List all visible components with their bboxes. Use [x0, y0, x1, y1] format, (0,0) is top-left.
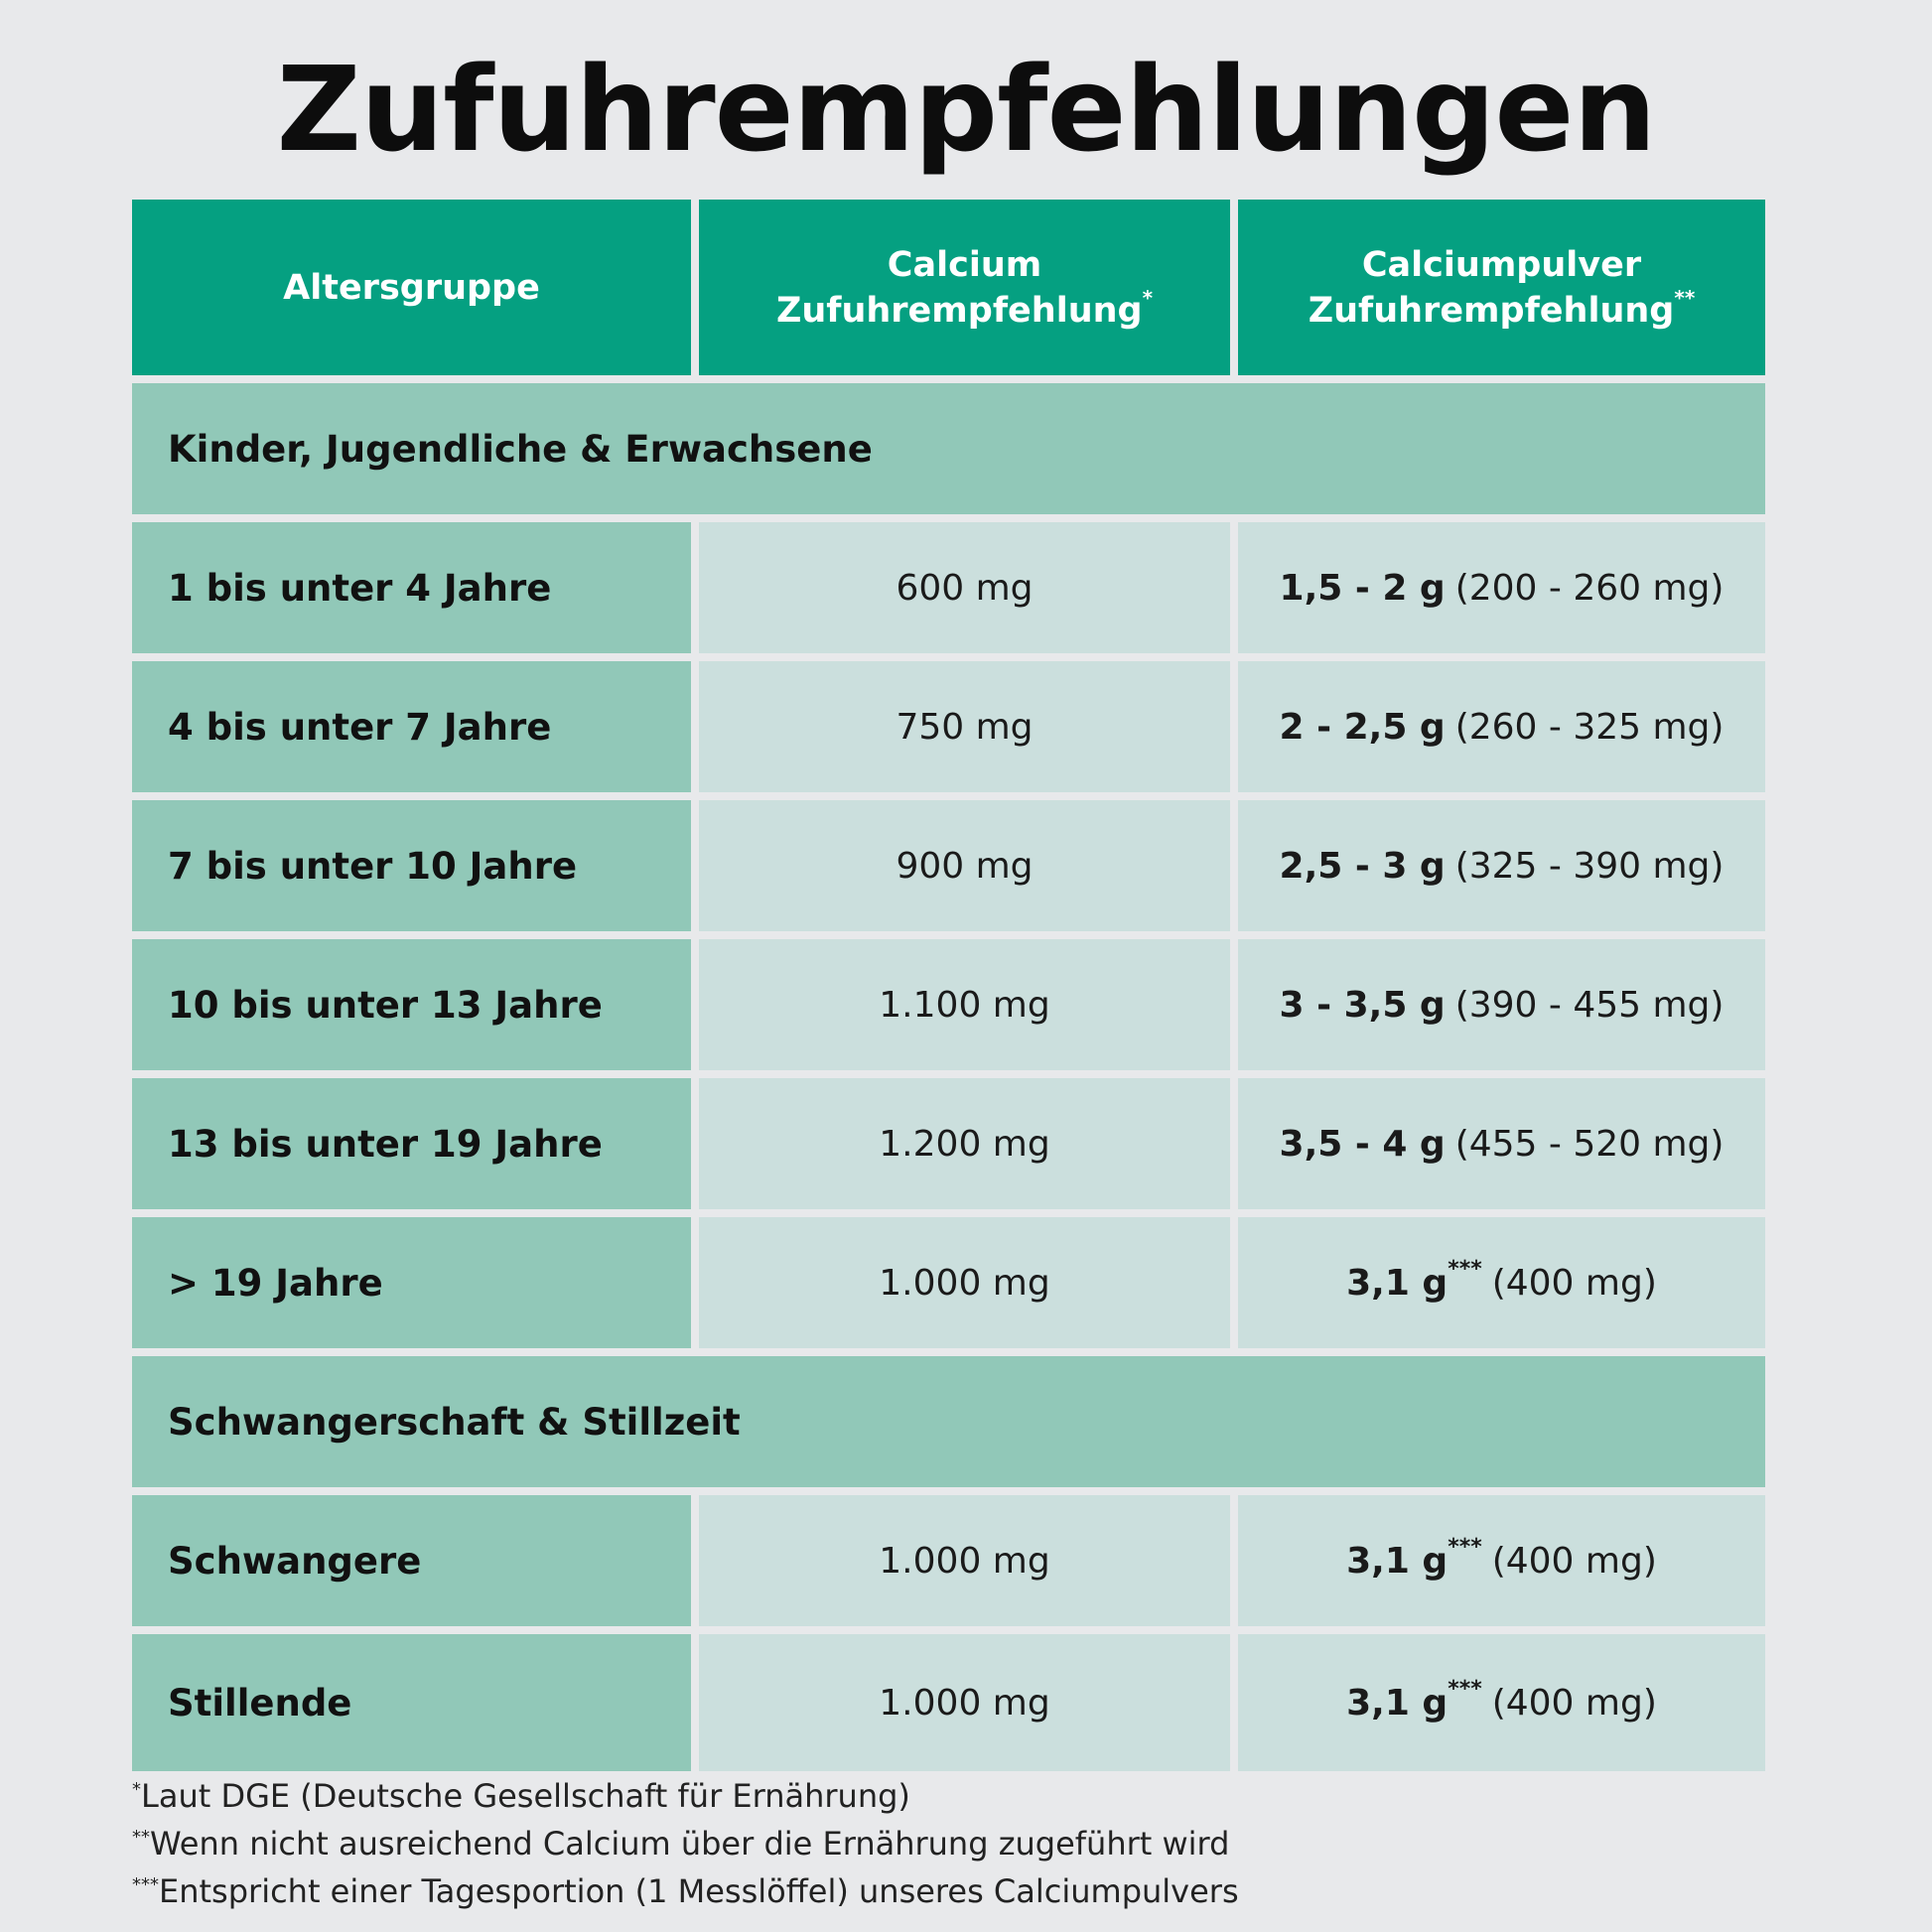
- powder-amount: 2,5 - 3 g: [1279, 845, 1446, 887]
- powder-amount: 1,5 - 2 g: [1279, 567, 1446, 609]
- header-calcium-line2: Zufuhrempfehlung: [775, 290, 1143, 331]
- footnote-mark: **: [132, 1827, 150, 1848]
- table-row: [132, 800, 1765, 931]
- calcium-cell: 1.000 mg: [699, 1217, 1230, 1348]
- table-row: [132, 1217, 1765, 1348]
- footnote-text: Entspricht einer Tagesportion (1 Messlöffel) unseres Calciumpulvers: [159, 1872, 1239, 1910]
- footnotes: [132, 1775, 1239, 1918]
- powder-amount: 3,1 g: [1346, 1682, 1449, 1724]
- powder-footnote-mark: ***: [1448, 1256, 1482, 1282]
- powder-cell: [1238, 661, 1765, 792]
- table-row: [132, 661, 1765, 792]
- age-group-cell: > 19 Jahre: [132, 1217, 691, 1348]
- age-group-cell: 10 bis unter 13 Jahre: [132, 939, 691, 1070]
- age-group-cell: Schwangere: [132, 1495, 691, 1626]
- footnote-text: Wenn nicht ausreichend Calcium über die Ernährung zugeführt wird: [150, 1825, 1230, 1863]
- calcium-cell: 600 mg: [699, 522, 1230, 653]
- age-group-cell: 1 bis unter 4 Jahre: [132, 522, 691, 653]
- calcium-cell: 1.000 mg: [699, 1495, 1230, 1626]
- powder-calcium-equivalent: (400 mg): [1491, 1262, 1657, 1304]
- footnote-mark: ***: [132, 1874, 159, 1895]
- table-row: [132, 522, 1765, 653]
- powder-cell: [1238, 1495, 1765, 1626]
- footnote-line: [132, 1775, 1239, 1823]
- header-calcium-powder: [1238, 200, 1765, 375]
- powder-cell: [1238, 1078, 1765, 1209]
- powder-calcium-equivalent: (325 - 390 mg): [1454, 845, 1725, 887]
- age-group-cell: 7 bis unter 10 Jahre: [132, 800, 691, 931]
- powder-amount: 3,1 g: [1346, 1540, 1449, 1582]
- header-powder-line2: Zufuhrempfehlung: [1308, 290, 1675, 331]
- footnote-line: [132, 1823, 1239, 1870]
- calcium-cell: 1.000 mg: [699, 1634, 1230, 1771]
- powder-footnote-mark: ***: [1448, 1676, 1482, 1702]
- calcium-cell: 900 mg: [699, 800, 1230, 931]
- section-label: Schwangerschaft & Stillzeit: [132, 1356, 1765, 1487]
- powder-amount: 3,5 - 4 g: [1279, 1123, 1446, 1165]
- section-label: Kinder, Jugendliche & Erwachsene: [132, 383, 1765, 514]
- header-powder-line1: Calciumpulver: [1361, 244, 1642, 285]
- powder-amount: 3,1 g: [1346, 1262, 1449, 1304]
- age-group-cell: Stillende: [132, 1634, 691, 1771]
- powder-amount: 3 - 3,5 g: [1279, 984, 1446, 1026]
- powder-calcium-equivalent: (390 - 455 mg): [1454, 984, 1725, 1026]
- calcium-cell: 1.200 mg: [699, 1078, 1230, 1209]
- powder-cell: [1238, 1217, 1765, 1348]
- header-calcium-footnote-mark: *: [1142, 285, 1154, 310]
- powder-footnote-mark: ***: [1448, 1534, 1482, 1560]
- table-row: [132, 1078, 1765, 1209]
- section-row: [132, 383, 1765, 514]
- footnote-text: Laut DGE (Deutsche Gesellschaft für Ernährung): [141, 1777, 910, 1815]
- section-row: [132, 1356, 1765, 1487]
- calcium-cell: 1.100 mg: [699, 939, 1230, 1070]
- powder-amount: 2 - 2,5 g: [1279, 706, 1446, 748]
- powder-calcium-equivalent: (260 - 325 mg): [1454, 706, 1725, 748]
- header-calcium: [699, 200, 1230, 375]
- powder-calcium-equivalent: (400 mg): [1491, 1540, 1657, 1582]
- powder-calcium-equivalent: (400 mg): [1491, 1682, 1657, 1724]
- header-calcium-line1: Calcium: [887, 244, 1042, 285]
- powder-cell: [1238, 800, 1765, 931]
- table-row: [132, 1495, 1765, 1626]
- table-header-row: [132, 200, 1765, 375]
- powder-cell: [1238, 1634, 1765, 1771]
- table-row: [132, 939, 1765, 1070]
- header-age-group: [132, 200, 691, 375]
- recommendation-table: [132, 200, 1765, 1779]
- powder-cell: [1238, 939, 1765, 1070]
- header-powder-footnote-mark: **: [1674, 285, 1696, 310]
- header-age-group-label: Altersgruppe: [283, 267, 540, 308]
- age-group-cell: 4 bis unter 7 Jahre: [132, 661, 691, 792]
- age-group-cell: 13 bis unter 19 Jahre: [132, 1078, 691, 1209]
- footnote-mark: *: [132, 1779, 141, 1800]
- powder-cell: [1238, 522, 1765, 653]
- powder-calcium-equivalent: (455 - 520 mg): [1454, 1123, 1725, 1165]
- powder-calcium-equivalent: (200 - 260 mg): [1454, 567, 1725, 609]
- footnote-line: [132, 1870, 1239, 1918]
- page-title: Zufuhrempfehlungen: [276, 41, 1656, 178]
- table-row: [132, 1634, 1765, 1771]
- calcium-cell: 750 mg: [699, 661, 1230, 792]
